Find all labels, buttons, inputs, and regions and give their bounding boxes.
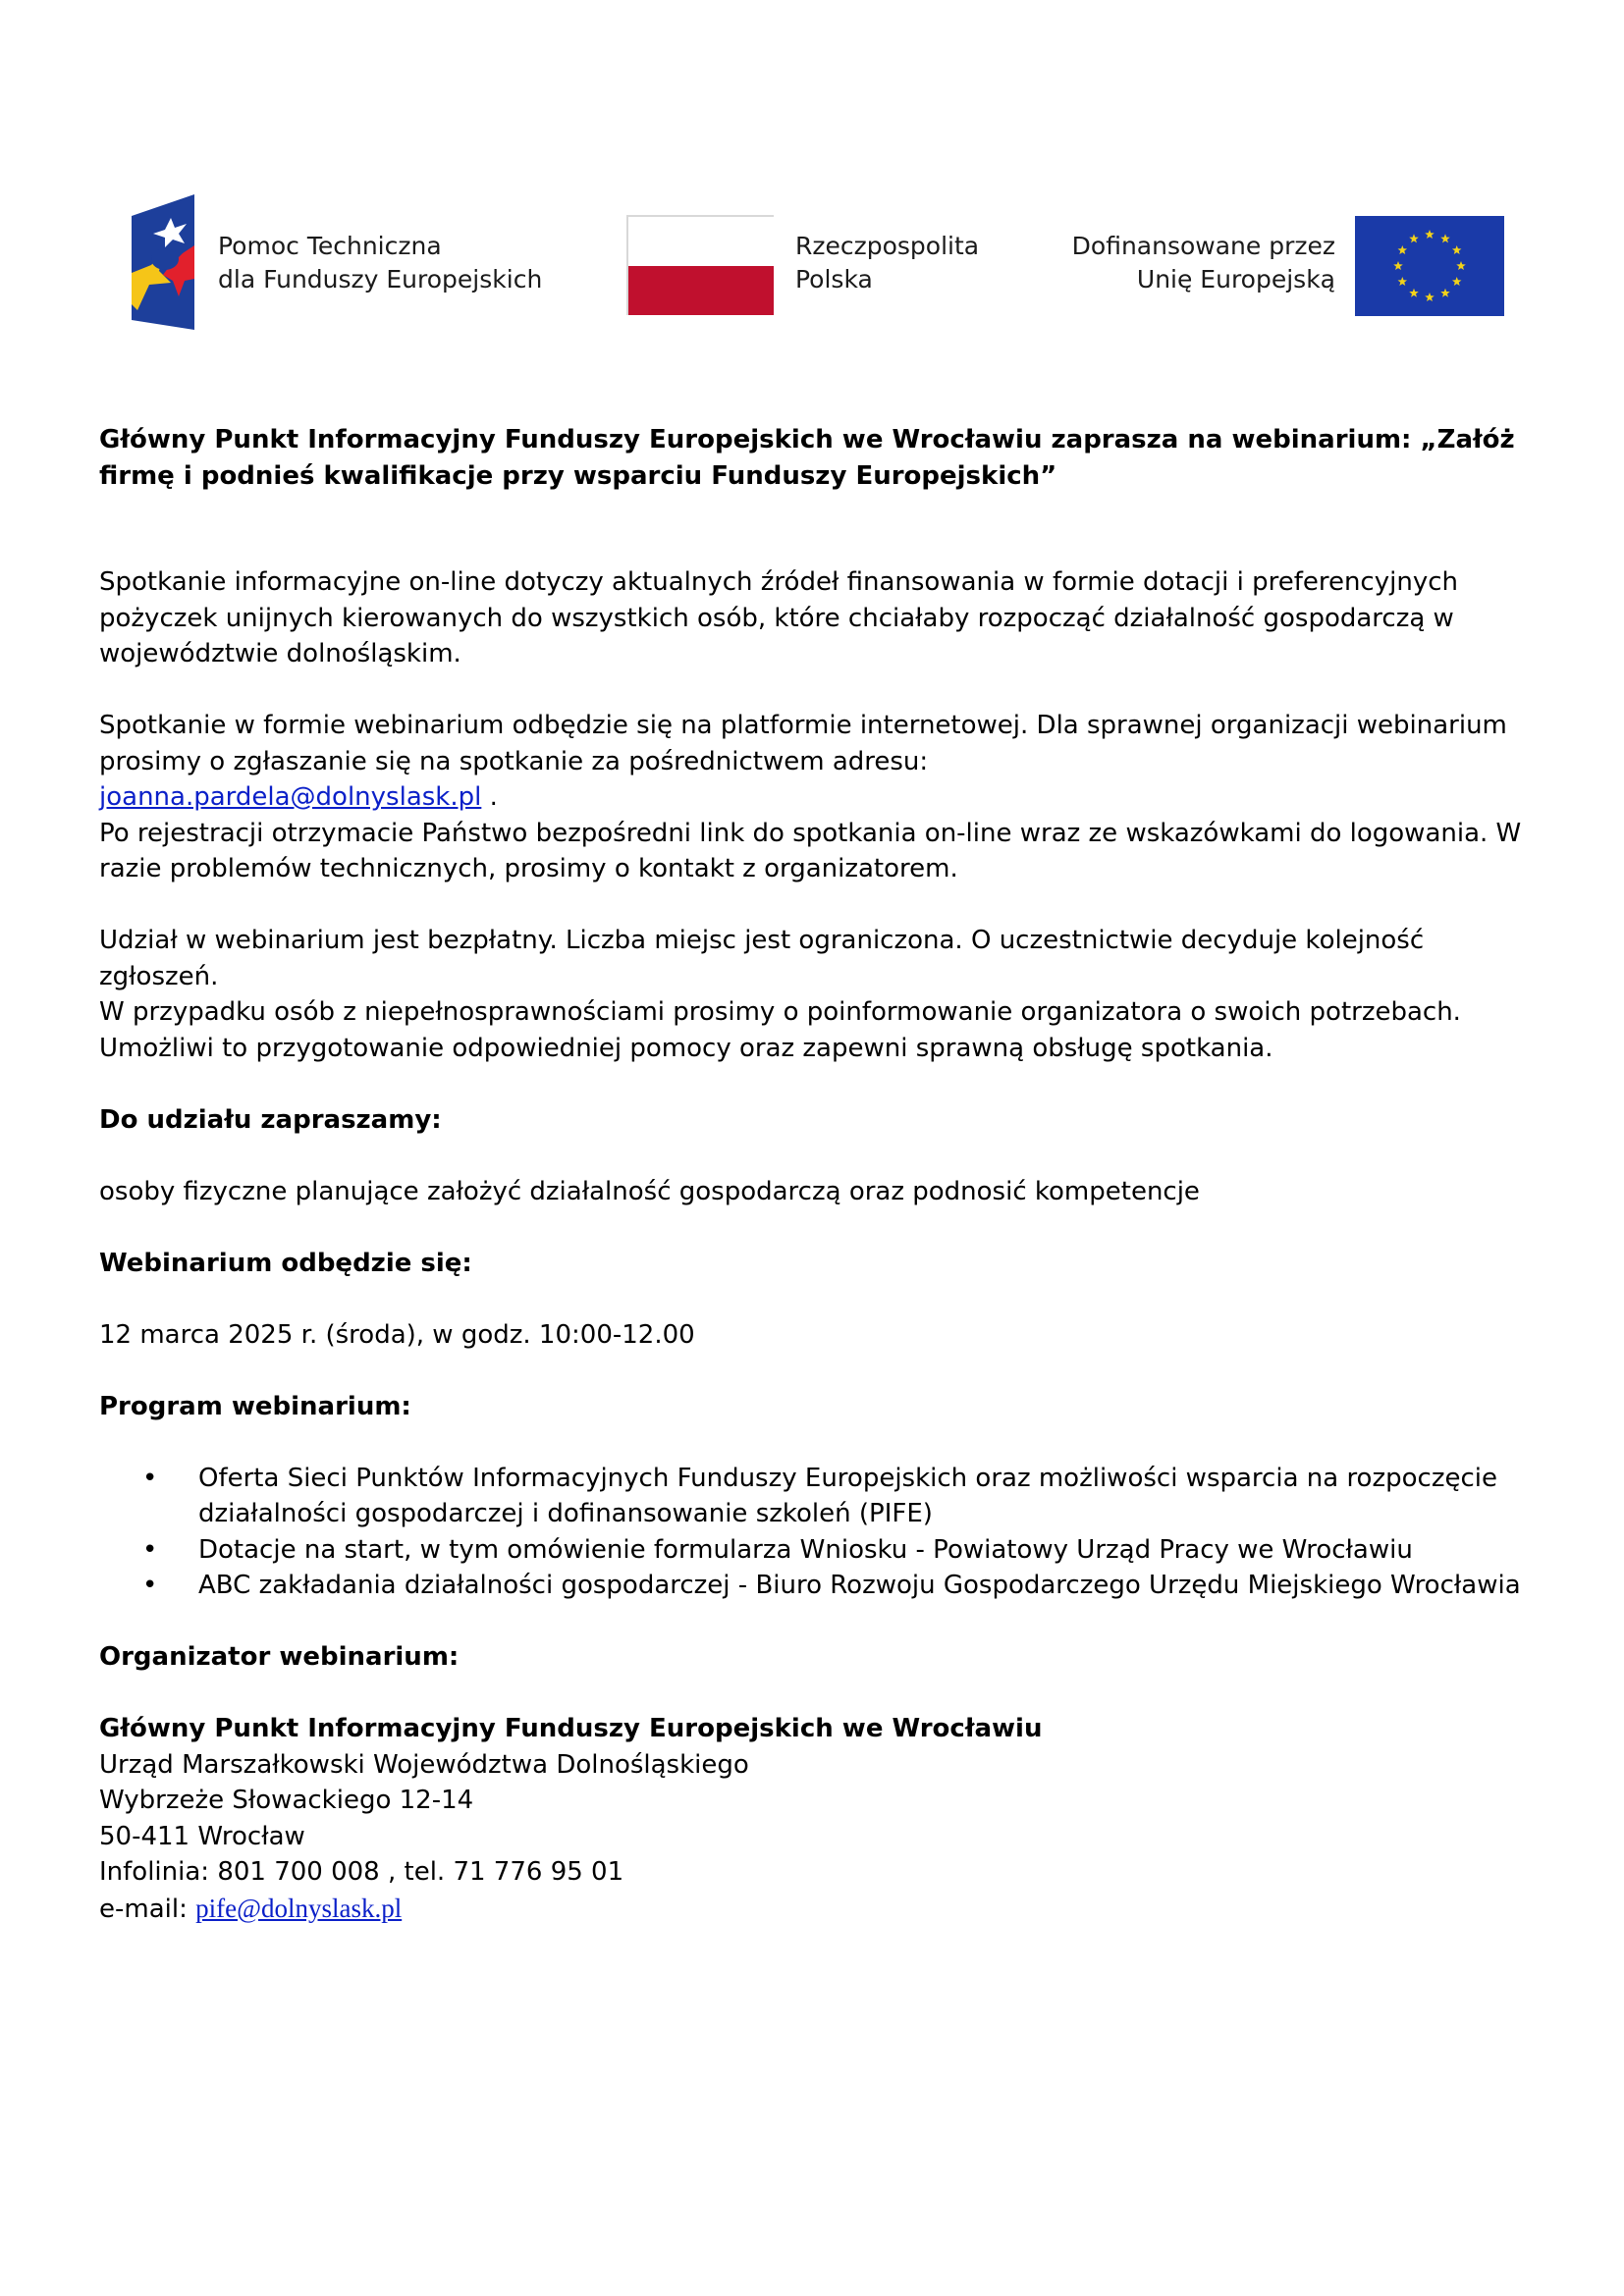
logo-bar <box>0 0 1624 353</box>
program-item-text: Oferta Sieci Punktów Informacyjnych Funduszy Europejskich oraz możliwości wsparcia na rozpoczęcie działalności gospodarczej i dofinansowanie szkoleń (PIFE) <box>198 1463 1497 1528</box>
organizer-email-link[interactable]: pife@dolnyslask.pl <box>195 1893 403 1923</box>
registration-paragraph <box>99 708 1533 887</box>
organizer-address-line: Urząd Marszałkowski Województwa Dolnośląskiego <box>99 1749 749 1780</box>
program-list <box>99 1461 1533 1604</box>
organizer-address-line: Wybrzeże Słowackiego 12-14 <box>99 1786 474 1815</box>
participation-line: Udział w webinarium jest bezpłatny. Liczba miejsc jest ograniczona. O uczestnictwie decyduje kolejność zgłoszeń. <box>99 926 1425 991</box>
program-item <box>99 1568 1533 1604</box>
logo-text-line: Pomoc Techniczna <box>218 232 442 260</box>
logo-text-line: Dofinansowane przez <box>1071 232 1335 260</box>
eu-logo-text <box>1051 230 1335 296</box>
organizer-email-label: e-mail: <box>99 1894 196 1924</box>
registration-email-link[interactable]: joanna.pardela@dolnyslask.pl <box>99 782 482 812</box>
organizer-phone-line: Infolinia: 801 700 008 , tel. 71 776 95 01 <box>99 1857 624 1887</box>
logo-text-line: Polska <box>795 265 873 294</box>
program-item <box>99 1532 1533 1569</box>
intro-paragraph: Spotkanie informacyjne on-line dotyczy aktualnych źródeł finansowania w formie dotacji i preferencyjnych pożyczek unijnych kierowanych do wszystkich osób, które chciałaby rozpocząć działalność gospodarczą w województwie dolnośląskim. <box>99 567 1458 668</box>
program-item-text: ABC zakładania działalności gospodarczej - Biuro Rozwoju Gospodarczego Urzędu Miejskiego Wrocławia <box>198 1571 1521 1600</box>
registration-email-suffix: . <box>481 782 498 812</box>
document-title: Główny Punkt Informacyjny Funduszy Europejskich we Wrocławiu zaprasza na webinarium: „Załóż firmę i podnieś kwalifikacje przy wsparciu Funduszy Europejskich” <box>99 425 1515 491</box>
organizer-block <box>99 1711 1533 1927</box>
participation-paragraph <box>99 923 1533 1066</box>
eu-flag-icon <box>1355 216 1504 316</box>
logo-text-line: Unię Europejską <box>1136 265 1335 294</box>
poland-logo-text <box>795 230 979 296</box>
program-item <box>99 1461 1533 1532</box>
funds-europe-logo-text <box>218 230 542 296</box>
program-heading: Program webinarium: <box>99 1391 411 1421</box>
bullet-icon: • <box>142 1463 158 1493</box>
organizer-address-line: 50-411 Wrocław <box>99 1821 305 1851</box>
registration-text: Spotkanie w formie webinarium odbędzie się na platformie internetowej. Dla sprawnej organizacji webinarium prosimy o zgłaszanie się na spotkanie za pośrednictwem adresu: <box>99 711 1507 776</box>
organizer-name: Główny Punkt Informacyjny Funduszy Europejskich we Wrocławiu <box>99 1714 1043 1743</box>
bullet-icon: • <box>142 1534 158 1565</box>
bullet-icon: • <box>142 1571 158 1600</box>
poland-flag-icon <box>626 215 774 315</box>
schedule-heading: Webinarium odbędzie się: <box>99 1248 472 1278</box>
document-body <box>99 422 1533 1927</box>
participation-line: W przypadku osób z niepełnosprawnościami prosimy o poinformowanie organizatora o swoich potrzebach. Umożliwi to przygotowanie odpowiedniej pomocy oraz zapewni sprawną obsługę spotkania. <box>99 997 1461 1063</box>
audience-text: osoby fizyczne planujące założyć działalność gospodarczą oraz podnosić kompetencje <box>99 1176 1200 1206</box>
organizer-heading: Organizator webinarium: <box>99 1642 460 1672</box>
program-item-text: Dotacje na start, w tym omówienie formularza Wniosku - Powiatowy Urząd Pracy we Wrocławiu <box>198 1534 1413 1565</box>
schedule-text: 12 marca 2025 r. (środa), w godz. 10:00-12.00 <box>99 1319 695 1350</box>
logo-text-line: Rzeczpospolita <box>795 232 980 260</box>
registration-after-text: Po rejestracji otrzymacie Państwo bezpośredni link do spotkania on-line wraz ze wskazówkami do logowania. W razie problemów technicznych, prosimy o kontakt z organizatorem. <box>99 818 1522 883</box>
audience-heading: Do udziału zapraszamy: <box>99 1104 442 1135</box>
funds-europe-logo-icon <box>130 194 200 330</box>
logo-text-line: dla Funduszy Europejskich <box>218 265 543 294</box>
